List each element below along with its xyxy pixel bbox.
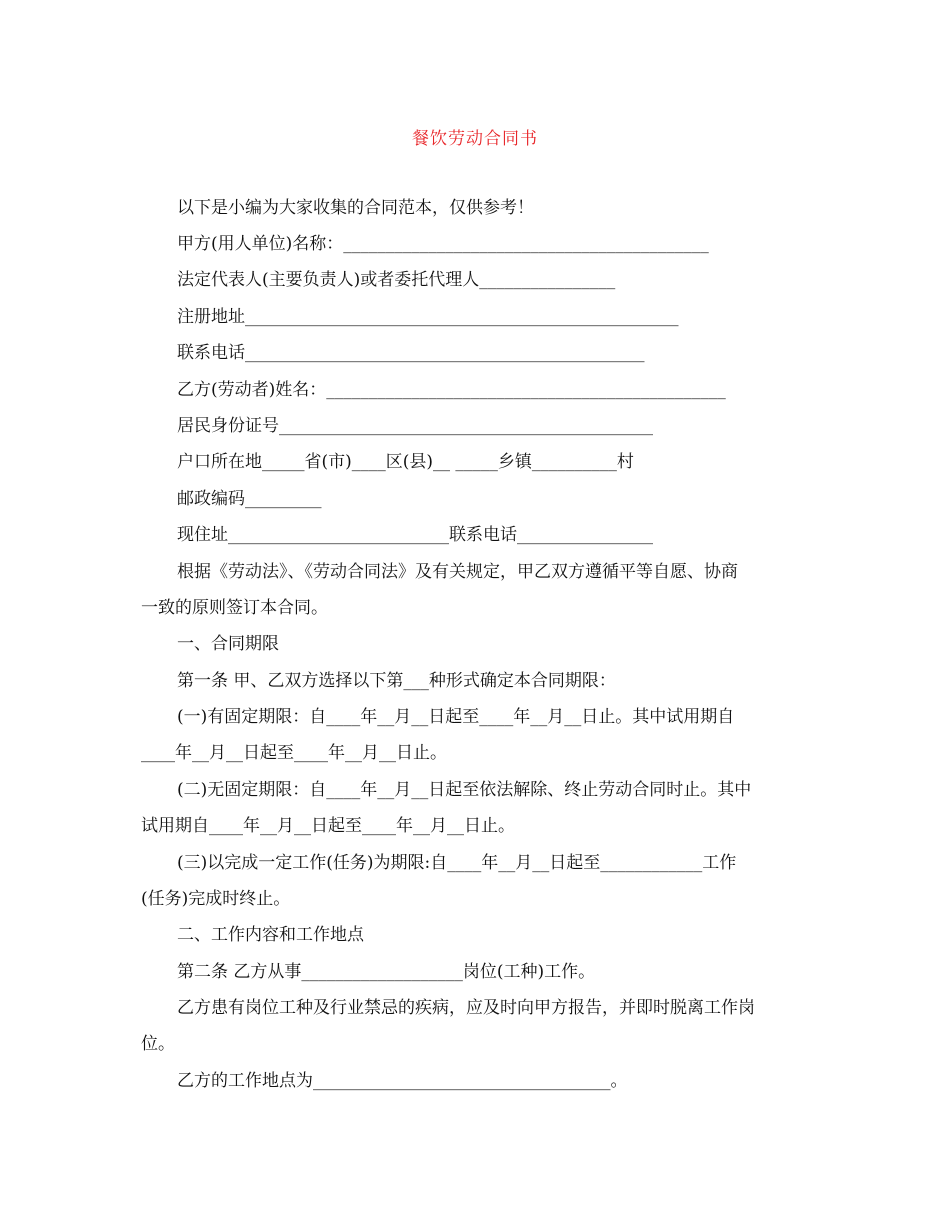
legal-representative-line: 法定代表人(主要负责人)或者委托代理人________________ — [177, 270, 616, 290]
basis-paragraph-line-2: 一致的原则签订本合同。 — [141, 598, 328, 618]
article-2-line: 第二条 乙方从事___________________岗位(工种)工作。 — [177, 962, 596, 982]
current-address-line: 现住址__________________________联系电话________________ — [177, 525, 653, 545]
task-term-line-1: (三)以完成一定工作(任务)为期限:自____年__月__日起至____________工作 — [177, 853, 737, 873]
registered-address-line: 注册地址___________________________________________________ — [177, 307, 679, 327]
illness-paragraph-line-1: 乙方患有岗位工种及行业禁忌的疾病，应及时向甲方报告，并即时脱离工作岗 — [177, 998, 755, 1018]
article-1-line: 第一条 甲、乙双方选择以下第___种形式确定本合同期限： — [177, 671, 616, 691]
household-registration-line: 户口所在地_____省(市)____区(县)__ _____乡镇__________村 — [177, 452, 634, 472]
id-number-line: 居民身份证号____________________________________________ — [177, 416, 653, 436]
employee-name-line: 乙方(劳动者)姓名：_______________________________________________ — [177, 380, 726, 400]
open-term-line-1: (二)无固定期限：自____年__月__日起至依法解除、终止劳动合同时止。其中 — [177, 780, 752, 800]
task-term-line-2: (任务)完成时终止。 — [141, 889, 291, 909]
intro-line: 以下是小编为大家收集的合同范本，仅供参考！ — [177, 198, 534, 218]
section-2-heading: 二、工作内容和工作地点 — [177, 925, 364, 945]
employer-phone-line: 联系电话_______________________________________________ — [177, 343, 645, 363]
illness-paragraph-line-2: 位。 — [141, 1034, 175, 1054]
open-term-line-2: 试用期自____年__月__日起至____年__月__日止。 — [141, 816, 515, 836]
document-title: 餐饮劳动合同书 — [412, 129, 538, 149]
work-location-line: 乙方的工作地点为___________________________________。 — [177, 1071, 628, 1091]
fixed-term-line-2: ____年__月__日起至____年__月__日止。 — [141, 743, 447, 763]
fixed-term-line-1: (一)有固定期限：自____年__月__日起至____年__月__日止。其中试用期自 — [177, 707, 735, 727]
section-1-heading: 一、合同期限 — [177, 634, 279, 654]
employer-name-line: 甲方(用人单位)名称：___________________________________________ — [177, 234, 709, 254]
postal-code-line: 邮政编码_________ — [177, 489, 322, 509]
basis-paragraph-line-1: 根据《劳动法》、《劳动合同法》及有关规定，甲乙双方遵循平等自愿、协商 — [177, 562, 738, 582]
